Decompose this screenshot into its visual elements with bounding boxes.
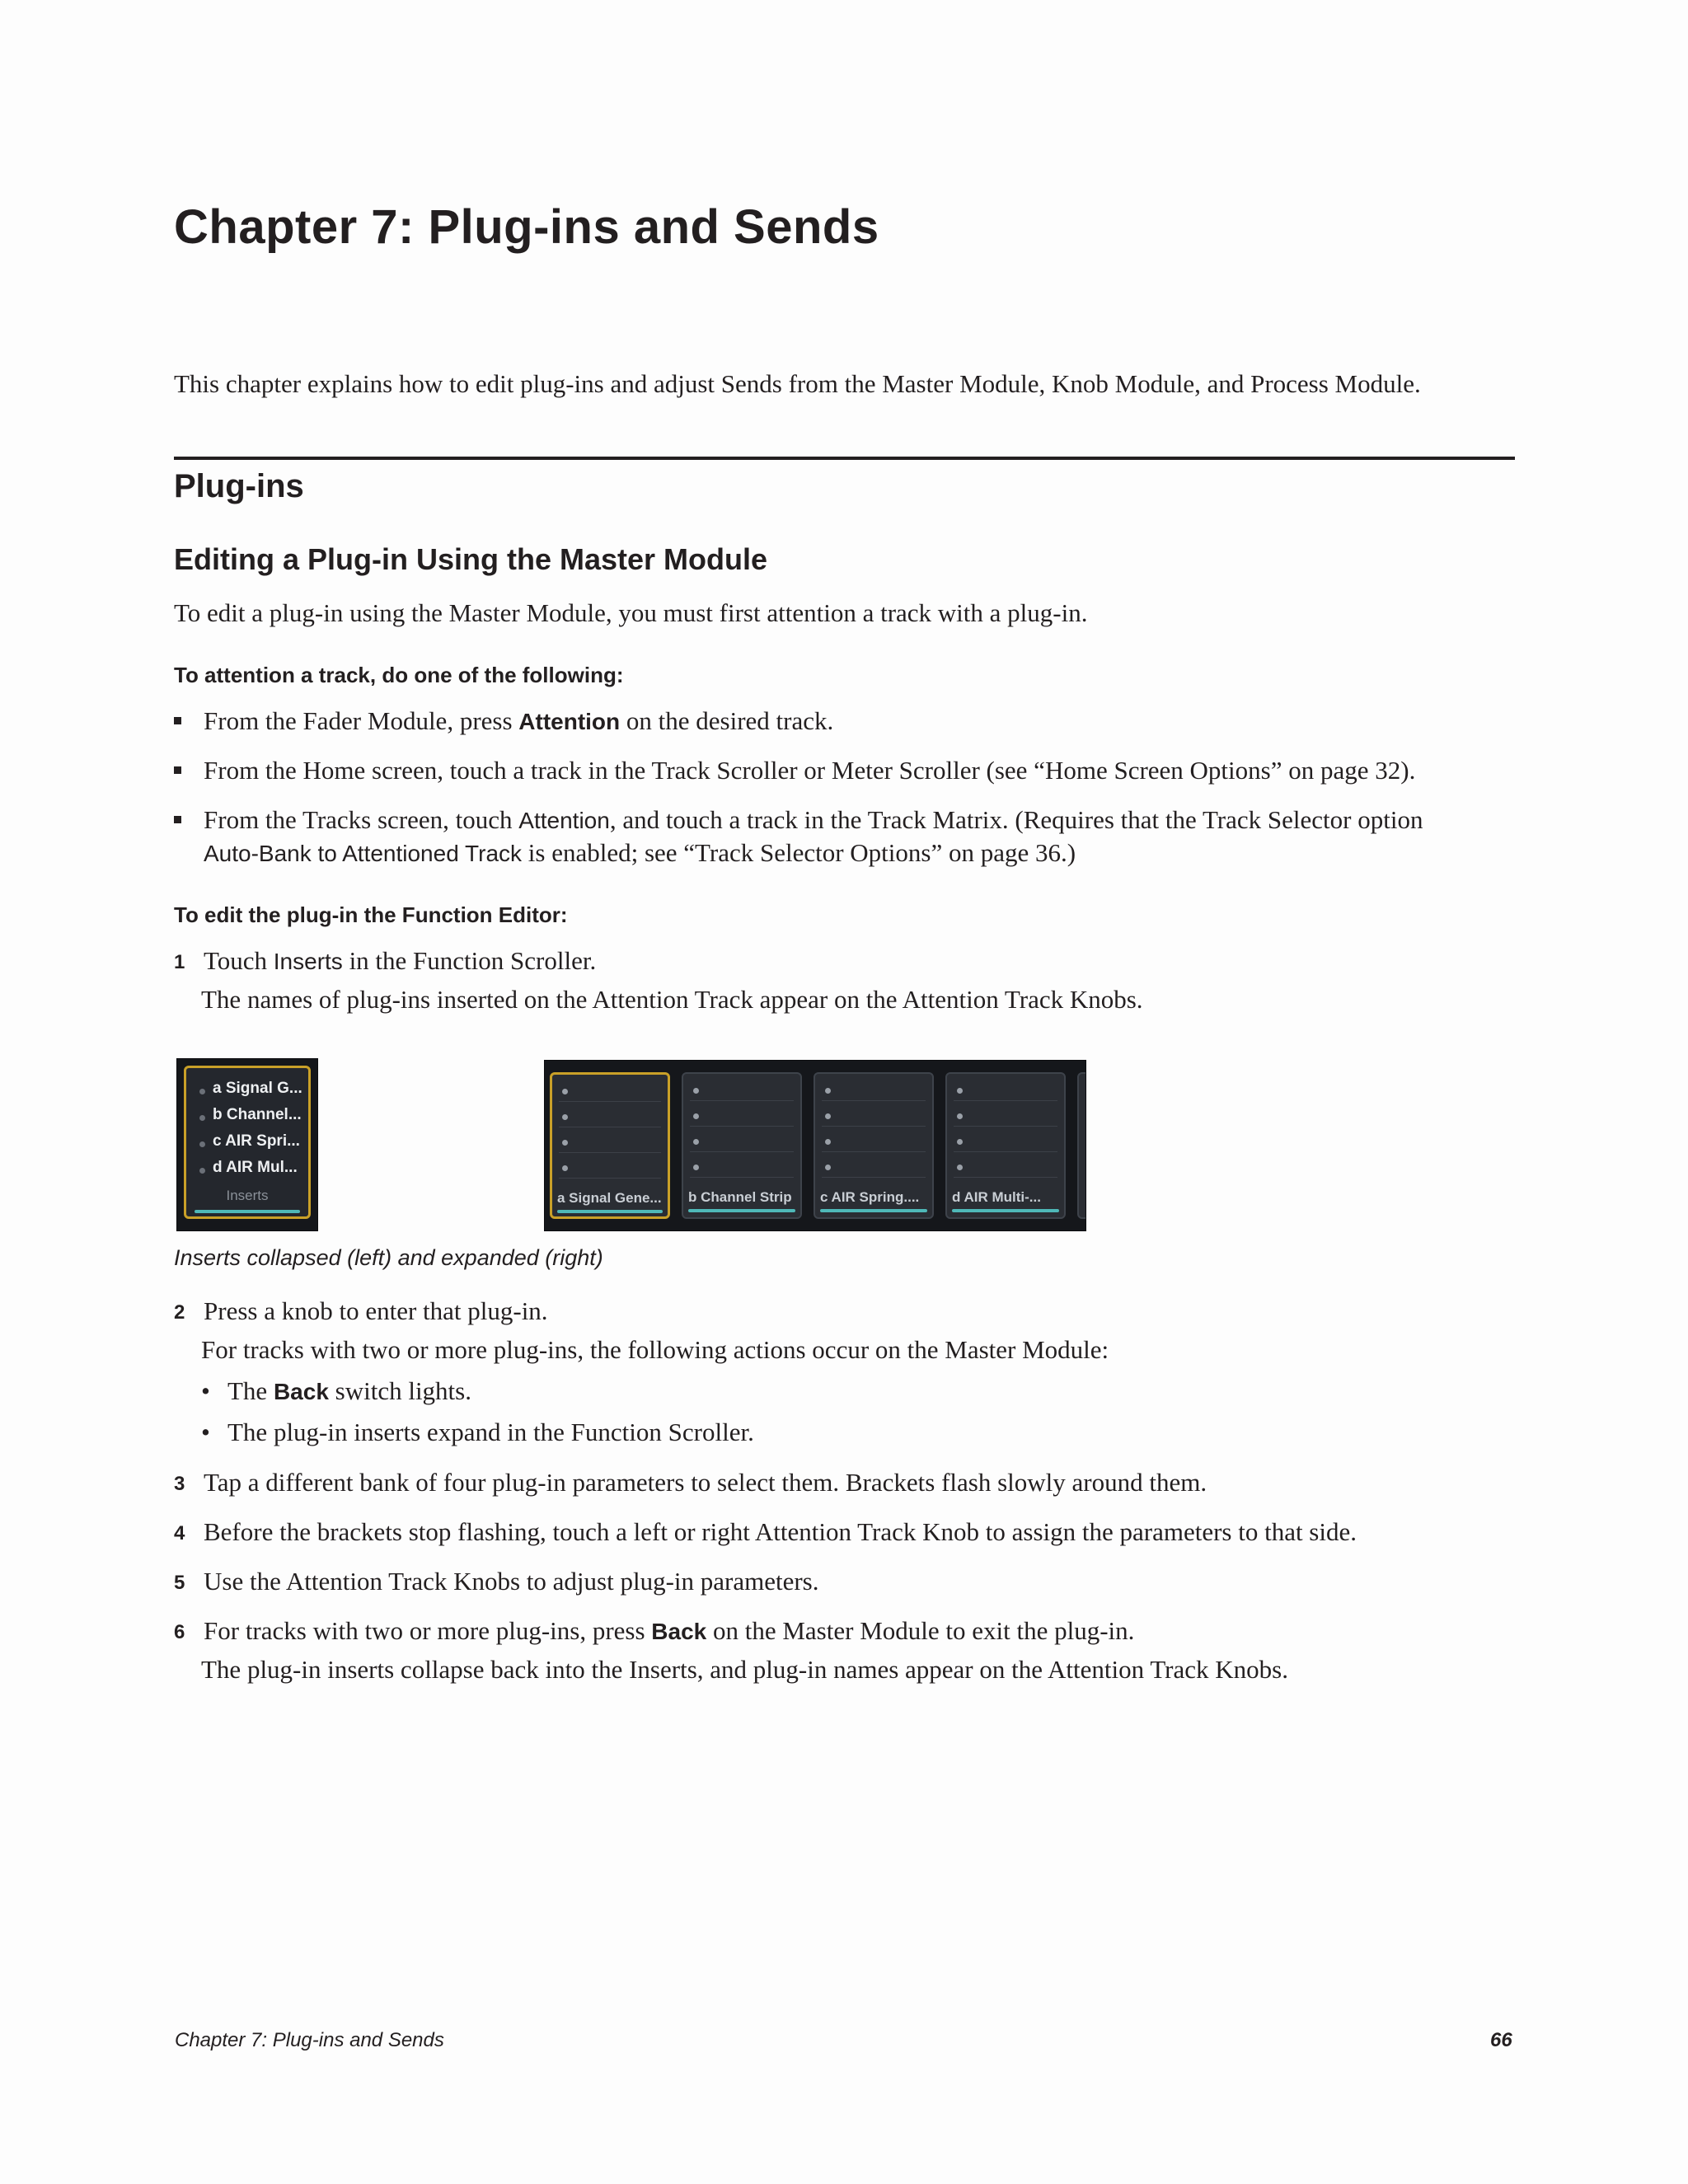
- step-text: For tracks with two or more plug-ins, press: [204, 1616, 652, 1645]
- dot-icon: [199, 1168, 205, 1174]
- bullet-marker: [174, 766, 181, 774]
- step-text: Use the Attention Track Knobs to adjust plug-in parameters.: [204, 1567, 819, 1596]
- step-1-result: The names of plug-ins inserted on the Attention Track appear on the Attention Track Knobs.: [201, 985, 1143, 1014]
- inserts-collapsed-screenshot: [176, 1058, 318, 1231]
- bullet-text: is enabled; see “Track Selector Options” on page 36.): [522, 838, 1076, 867]
- dot-icon: [957, 1113, 963, 1119]
- inserts-label: Inserts: [226, 1188, 269, 1203]
- subsection-title: Editing a Plug-in Using the Master Module: [174, 542, 768, 576]
- dot-icon: [825, 1088, 831, 1094]
- step-number: 5: [174, 1572, 185, 1594]
- bullet-marker: •: [201, 1376, 210, 1405]
- dot-icon: [199, 1115, 205, 1121]
- chapter-intro: This chapter explains how to edit plug-ins and adjust Sends from the Master Module, Knob Module, and Process Module.: [174, 369, 1421, 398]
- insert-card-label: c AIR Spring....: [820, 1189, 920, 1205]
- dot-icon: [957, 1139, 963, 1145]
- selection-bar: [688, 1209, 795, 1212]
- insert-card-label: d AIR Multi-...: [952, 1189, 1041, 1205]
- step-text: Touch: [204, 946, 274, 975]
- dot-icon: [199, 1141, 205, 1147]
- dot-icon: [199, 1089, 205, 1094]
- step-number: 6: [174, 1621, 185, 1643]
- insert-name: b Channel...: [213, 1106, 302, 1123]
- keyword-attention: Attention: [518, 709, 621, 734]
- dot-icon: [562, 1114, 568, 1120]
- chapter-title: Chapter 7: Plug-ins and Sends: [174, 200, 879, 254]
- bullet-text: on the desired track.: [620, 706, 834, 735]
- insert-card-partial: [1077, 1072, 1086, 1219]
- dot-icon: [562, 1165, 568, 1171]
- bullet-marker: [174, 816, 181, 823]
- step-2-result: For tracks with two or more plug-ins, the following actions occur on the Master Module:: [201, 1335, 1109, 1364]
- insert-card-label: a Signal Gene...: [557, 1190, 662, 1206]
- item-text: The plug-in inserts expand in the Function Scroller.: [227, 1418, 754, 1446]
- dot-icon: [825, 1139, 831, 1145]
- dot-icon: [693, 1139, 699, 1145]
- step-number: 4: [174, 1522, 185, 1544]
- dot-icon: [693, 1165, 699, 1170]
- inserts-expanded-screenshot: [544, 1060, 1086, 1231]
- step-6-result: The plug-in inserts collapse back into the Inserts, and plug-in names appear on the Attention Track Knobs.: [201, 1655, 1288, 1684]
- dot-icon: [957, 1165, 963, 1170]
- section-title: Plug-ins: [174, 468, 304, 504]
- insert-card: [945, 1072, 1066, 1219]
- dot-icon: [957, 1088, 963, 1094]
- dot-icon: [562, 1140, 568, 1146]
- ui-label-attention: Attention: [518, 808, 610, 833]
- ui-label-inserts: Inserts: [273, 949, 343, 974]
- bullet-text: , and touch a track in the Track Matrix. (Requires that the Track Selector option: [609, 805, 1423, 834]
- inserts-collapsed-frame: [184, 1066, 311, 1219]
- insert-name: a Signal G...: [213, 1080, 302, 1097]
- dot-icon: [825, 1165, 831, 1170]
- dot-icon: [825, 1113, 831, 1119]
- selection-bar: [820, 1209, 927, 1212]
- ui-label-auto-bank: Auto-Bank to Attentioned Track: [204, 841, 523, 866]
- item-text: switch lights.: [328, 1376, 471, 1405]
- footer-chapter: Chapter 7: Plug-ins and Sends: [175, 2029, 444, 2051]
- step-number: 3: [174, 1473, 185, 1495]
- insert-card-label: b Channel Strip: [688, 1189, 792, 1205]
- bullet-text: From the Fader Module, press: [204, 706, 519, 735]
- step-text: in the Function Scroller.: [342, 946, 597, 975]
- procedure-heading-attention: To attention a track, do one of the following:: [174, 663, 624, 687]
- procedure-heading-edit: To edit the plug-in the Function Editor:: [174, 902, 568, 927]
- step-number: 2: [174, 1301, 185, 1324]
- insert-card: [550, 1072, 670, 1219]
- page-number: 66: [1490, 2029, 1512, 2051]
- figure-caption: Inserts collapsed (left) and expanded (right): [174, 1245, 603, 1270]
- dot-icon: [693, 1113, 699, 1119]
- keyword-back: Back: [651, 1619, 707, 1644]
- selection-bar: [952, 1209, 1059, 1212]
- step-number: 1: [174, 951, 185, 973]
- selection-bar: [557, 1210, 663, 1213]
- section-divider: [174, 457, 1515, 460]
- insert-card: [682, 1072, 802, 1219]
- bullet-marker: •: [201, 1418, 210, 1446]
- item-text: The: [227, 1376, 274, 1405]
- insert-name: c AIR Spri...: [213, 1132, 300, 1150]
- subsection-intro: To edit a plug-in using the Master Module, you must first attention a track with a plug-in.: [174, 598, 1088, 627]
- bullet-marker: [174, 717, 181, 724]
- dot-icon: [562, 1089, 568, 1094]
- step-text: Before the brackets stop flashing, touch a left or right Attention Track Knob to assign the parameters to that side.: [204, 1517, 1357, 1546]
- step-text: Tap a different bank of four plug-in parameters to select them. Brackets flash slowly around them.: [204, 1468, 1207, 1497]
- step-text: on the Master Module to exit the plug-in.: [706, 1616, 1135, 1645]
- dot-icon: [693, 1088, 699, 1094]
- bullet-text: From the Tracks screen, touch: [204, 805, 519, 834]
- step-text: Press a knob to enter that plug-in.: [204, 1296, 548, 1325]
- insert-card: [814, 1072, 934, 1219]
- selection-bar: [195, 1210, 300, 1213]
- bullet-text: From the Home screen, touch a track in the Track Scroller or Meter Scroller (see “Home Screen Options” on page 32).: [204, 756, 1416, 785]
- keyword-back: Back: [273, 1379, 329, 1404]
- insert-name: d AIR Mul...: [213, 1159, 298, 1176]
